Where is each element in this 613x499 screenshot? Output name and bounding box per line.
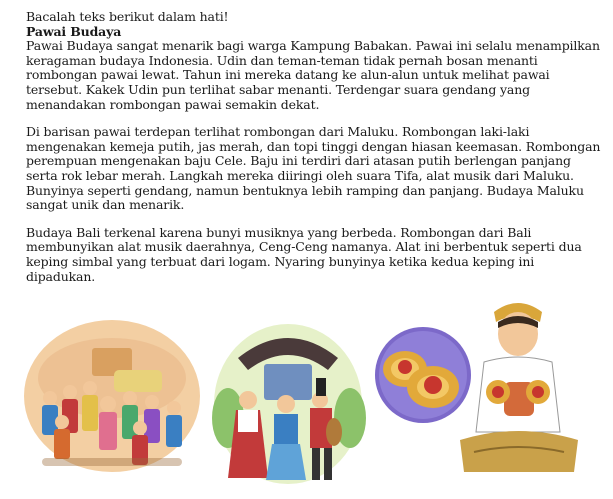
reading-text bbox=[26, 10, 604, 284]
story-title: Pawai Budaya bbox=[26, 23, 122, 39]
maluku-dancers-illustration bbox=[208, 308, 366, 488]
instruction-line: Bacalah teks berikut dalam hati! bbox=[26, 9, 229, 24]
paragraph-2: Di barisan pawai terdepan terlihat rombongan dari Maluku. Rombongan laki-laki mengenakan kemeja putih, jas merah, dan topi tinggi dengan hiasan keemasan. Rombongan perempuan mengenakan baju Cele. Baju ini terdiri dari atasan putih berlengan panjang serta rok lebar merah. Langkah mereka diiringi oleh suara Tifa, alat musik dari Maluku. Bunyinya seperti gendang, namun bentuknya lebih ramping dan panjang. Budaya Maluku sangat unik dan menarik. bbox=[26, 124, 601, 213]
parade-crowd-illustration bbox=[22, 318, 202, 478]
balinese-musician-illustration bbox=[454, 282, 582, 482]
paragraph-1: Pawai Budaya sangat menarik bagi warga Kampung Babakan. Pawai ini selalu menampilkan keragaman budaya Indonesia. Udin dan teman-teman tidak pernah bosan menanti rombongan pawai lewat. Tahun ini mereka datang ke alun-alun untuk melihat pawai tersebut. Kakek Udin pun terlihat sabar menanti. Terdengar suara gendang yang menandakan rombongan pawai semakin dekat. bbox=[26, 38, 600, 112]
paragraph-3: Budaya Bali terkenal karena bunyi musiknya yang berbeda. Rombongan dari Bali membunyikan alat musik daerahnya, Ceng-Ceng namanya. Alat ini berbentuk seperti dua keping simbal yang terbuat dari logam. Nyaring bunyinya ketika kedua keping ini dipadukan. bbox=[26, 224, 582, 284]
